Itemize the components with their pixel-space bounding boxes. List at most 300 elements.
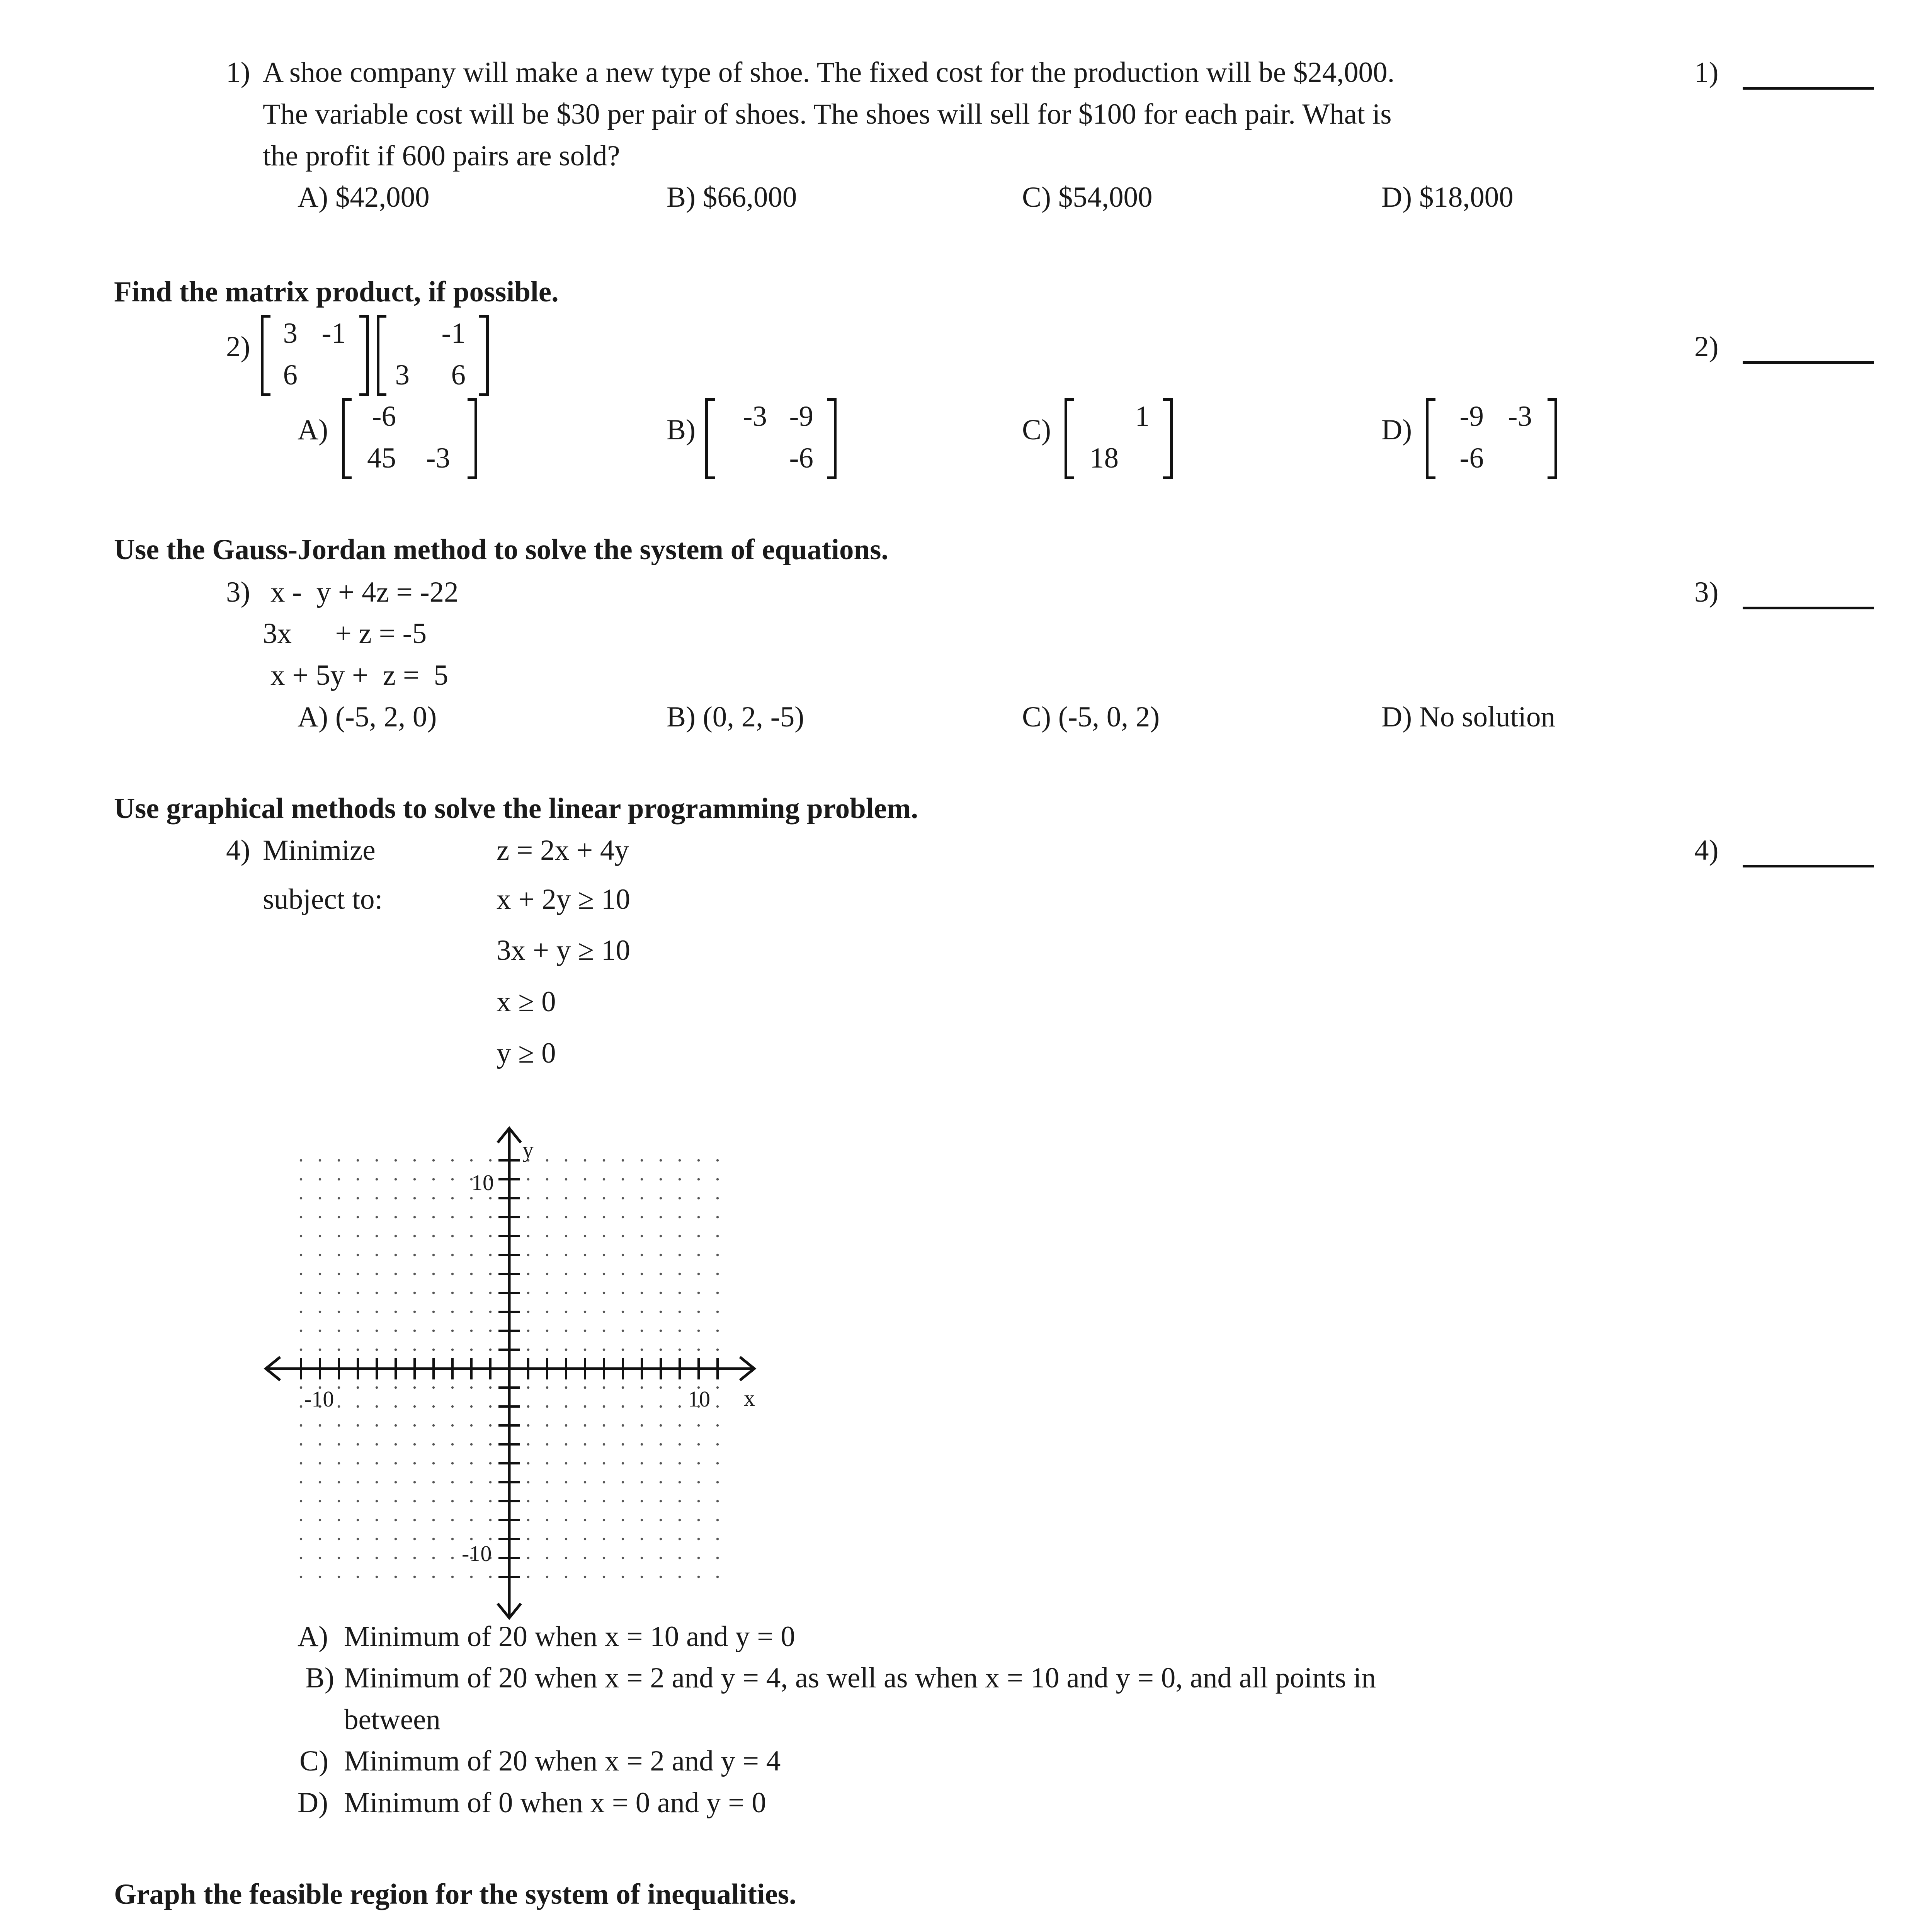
grid-dot [565, 1235, 567, 1237]
grid-dot [413, 1576, 416, 1578]
grid-dot [376, 1424, 378, 1427]
grid-dot [546, 1292, 548, 1294]
grid-dot [622, 1405, 624, 1408]
grid-dot [565, 1576, 567, 1578]
q4-constraint-2: 3x + y ≥ 10 [497, 934, 630, 966]
grid-dot [413, 1424, 416, 1427]
grid-dot [565, 1462, 567, 1464]
grid-dot [697, 1443, 700, 1446]
grid-dot [527, 1576, 529, 1578]
grid-dot [697, 1159, 700, 1162]
section-heading-gauss-jordan: Use the Gauss-Jordan method to solve the system of equations. [114, 534, 889, 566]
grid-dot [376, 1235, 378, 1237]
grid-dot [395, 1216, 397, 1218]
grid-dot [489, 1424, 492, 1427]
grid-dot [451, 1405, 454, 1408]
grid-dot [357, 1462, 359, 1464]
x-axis-label: x [744, 1386, 755, 1411]
grid-dot [395, 1273, 397, 1275]
q4-answer-number: 4) [1694, 834, 1719, 866]
grid-dot [413, 1159, 416, 1162]
grid-dot [489, 1273, 492, 1275]
q4-choice-b-text-line-2[interactable]: between [344, 1704, 440, 1736]
grid-dot [357, 1576, 359, 1578]
grid-dot [395, 1500, 397, 1502]
grid-dot [338, 1159, 340, 1162]
q3-choice-a[interactable]: A) (-5, 2, 0) [298, 701, 437, 733]
grid-dot [357, 1330, 359, 1332]
grid-dot [697, 1178, 700, 1180]
q2-choice-a-matrix[interactable]: -6 45 -3 [342, 398, 477, 479]
grid-dot [697, 1292, 700, 1294]
grid-dot [622, 1235, 624, 1237]
grid-dot [395, 1178, 397, 1180]
q3-choice-d[interactable]: D) No solution [1381, 701, 1556, 733]
grid-dot [338, 1273, 340, 1275]
grid-dot [300, 1443, 302, 1446]
grid-dot [489, 1386, 492, 1389]
grid-dot [395, 1538, 397, 1540]
grid-dot [357, 1519, 359, 1521]
grid-dot [489, 1216, 492, 1218]
grid-dot [622, 1557, 624, 1559]
grid-dot [376, 1216, 378, 1218]
grid-dot [527, 1519, 529, 1521]
grid-dot [451, 1311, 454, 1313]
grid-dot [603, 1386, 605, 1389]
grid-dot [622, 1538, 624, 1540]
grid-dot [357, 1405, 359, 1408]
grid-dot [300, 1330, 302, 1332]
grid-dot [451, 1216, 454, 1218]
q1-choice-a[interactable]: A) $42,000 [298, 181, 430, 213]
grid-dot [527, 1235, 529, 1237]
grid-dot [413, 1178, 416, 1180]
grid-dot [716, 1538, 719, 1540]
grid-dot [565, 1330, 567, 1332]
grid-dot [470, 1405, 473, 1408]
grid-dot [395, 1405, 397, 1408]
grid-dot [697, 1235, 700, 1237]
q2-answer-blank[interactable] [1743, 361, 1874, 364]
grid-dot [470, 1349, 473, 1351]
grid-dot [451, 1481, 454, 1483]
grid-dot [697, 1462, 700, 1464]
grid-dot [432, 1538, 435, 1540]
q2-choice-d-matrix[interactable]: -9 -3 -6 [1426, 398, 1557, 479]
grid-dot [319, 1349, 321, 1351]
q4-constraint-3: x ≥ 0 [497, 986, 556, 1018]
grid-dot [432, 1481, 435, 1483]
grid-dot [338, 1405, 340, 1408]
grid-dot [660, 1178, 662, 1180]
grid-dot [546, 1576, 548, 1578]
grid-dot [660, 1462, 662, 1464]
grid-dot [395, 1254, 397, 1256]
grid-dot [697, 1500, 700, 1502]
grid-dot [489, 1197, 492, 1199]
grid-dot [489, 1500, 492, 1502]
grid-dot [603, 1576, 605, 1578]
q4-choice-d-letter[interactable]: D) [298, 1787, 328, 1819]
grid-dot [357, 1424, 359, 1427]
grid-dot [622, 1349, 624, 1351]
grid-dot [565, 1557, 567, 1559]
grid-dot [716, 1311, 719, 1313]
grid-dot [527, 1197, 529, 1199]
grid-dot [319, 1254, 321, 1256]
grid-dot [622, 1216, 624, 1218]
grid-dot [679, 1254, 681, 1256]
grid-dot [300, 1538, 302, 1540]
grid-dot [546, 1273, 548, 1275]
grid-dot [338, 1500, 340, 1502]
grid-dot [584, 1443, 586, 1446]
q2-choice-c-matrix[interactable]: 1 18 [1065, 398, 1173, 479]
grid-dot [413, 1216, 416, 1218]
grid-dot [546, 1235, 548, 1237]
q1-choice-c[interactable]: C) $54,000 [1022, 181, 1153, 213]
grid-dot [603, 1197, 605, 1199]
grid-dot [489, 1481, 492, 1483]
grid-dot [470, 1311, 473, 1313]
grid-dot [376, 1311, 378, 1313]
grid-dot [338, 1178, 340, 1180]
grid-dot [432, 1235, 435, 1237]
q4-choice-d-text[interactable]: Minimum of 0 when x = 0 and y = 0 [344, 1787, 766, 1819]
grid-dot [432, 1443, 435, 1446]
grid-dot [413, 1273, 416, 1275]
grid-dot [679, 1216, 681, 1218]
grid-dot [357, 1216, 359, 1218]
grid-dot [584, 1330, 586, 1332]
grid-dot [376, 1197, 378, 1199]
grid-dot [546, 1330, 548, 1332]
q2-choice-b-matrix[interactable]: -3 -9 -6 [705, 398, 837, 479]
grid-dot [413, 1557, 416, 1559]
grid-dot [338, 1462, 340, 1464]
grid-dot [641, 1424, 643, 1427]
grid-dot [697, 1519, 700, 1521]
grid-dot [432, 1576, 435, 1578]
grid-dot [546, 1424, 548, 1427]
grid-dot [716, 1386, 719, 1389]
grid-dot [660, 1519, 662, 1521]
grid-dot [319, 1576, 321, 1578]
q2-answer-number: 2) [1694, 331, 1719, 363]
grid-dot [451, 1254, 454, 1256]
grid-dot [641, 1481, 643, 1483]
grid-dot [300, 1481, 302, 1483]
grid-dot [376, 1349, 378, 1351]
grid-dot [470, 1519, 473, 1521]
grid-dot [622, 1386, 624, 1389]
q1-answer-number: 1) [1694, 56, 1719, 88]
grid-dot [357, 1481, 359, 1483]
grid-dot [319, 1481, 321, 1483]
grid-dot [489, 1519, 492, 1521]
grid-dot [565, 1386, 567, 1389]
grid-dot [527, 1557, 529, 1559]
q4-subject-label: subject to: [263, 883, 383, 915]
q4-coordinate-grid[interactable] [240, 1113, 781, 1631]
grid-dot [413, 1386, 416, 1389]
grid-dot [603, 1159, 605, 1162]
grid-dot [489, 1538, 492, 1540]
q2-choice-b-letter[interactable]: B) [667, 414, 696, 446]
grid-dot [489, 1159, 492, 1162]
grid-dot [660, 1273, 662, 1275]
grid-dot [641, 1443, 643, 1446]
grid-dot [451, 1386, 454, 1389]
grid-dot [565, 1292, 567, 1294]
grid-dot [527, 1330, 529, 1332]
grid-dot [338, 1538, 340, 1540]
grid-dot [338, 1557, 340, 1559]
grid-dot [603, 1235, 605, 1237]
grid-dot [660, 1311, 662, 1313]
grid-dot [395, 1197, 397, 1199]
grid-dot [470, 1500, 473, 1502]
grid-dot [300, 1235, 302, 1237]
grid-dot [697, 1349, 700, 1351]
grid-dot [489, 1349, 492, 1351]
grid-dot [319, 1197, 321, 1199]
grid-dot [660, 1330, 662, 1332]
grid-dot [395, 1235, 397, 1237]
grid-dot [622, 1500, 624, 1502]
grid-dot [584, 1386, 586, 1389]
grid-dot [319, 1178, 321, 1180]
grid-dot [660, 1405, 662, 1408]
grid-dot [603, 1519, 605, 1521]
q2-choice-d-letter[interactable]: D) [1381, 414, 1412, 446]
q4-choice-b-letter[interactable]: B) [305, 1662, 334, 1694]
q4-choice-a-letter[interactable]: A) [298, 1621, 328, 1653]
grid-dot [679, 1557, 681, 1559]
grid-dot [357, 1349, 359, 1351]
grid-dot [338, 1443, 340, 1446]
grid-dot [413, 1330, 416, 1332]
grid-dot [432, 1330, 435, 1332]
grid-dot [546, 1216, 548, 1218]
grid-dot [451, 1424, 454, 1427]
grid-dot [357, 1311, 359, 1313]
grid-dot [451, 1519, 454, 1521]
grid-dot [660, 1538, 662, 1540]
q4-choice-b-text-line-1[interactable]: Minimum of 20 when x = 2 and y = 4, as well as when x = 10 and y = 0, and all points in [344, 1662, 1376, 1694]
q3-choice-b[interactable]: B) (0, 2, -5) [667, 701, 804, 733]
grid-dot [697, 1330, 700, 1332]
grid-dot [679, 1500, 681, 1502]
grid-dot [300, 1197, 302, 1199]
grid-dot [603, 1481, 605, 1483]
grid-dot [622, 1311, 624, 1313]
grid-dot [489, 1311, 492, 1313]
grid-dot [697, 1311, 700, 1313]
grid-dot [376, 1330, 378, 1332]
q1-text-line-1: A shoe company will make a new type of shoe. The fixed cost for the production will be $24,000. [263, 56, 1395, 88]
grid-dot [546, 1405, 548, 1408]
grid-dot [451, 1159, 454, 1162]
grid-dot [432, 1405, 435, 1408]
grid-dot [622, 1197, 624, 1199]
grid-dot [660, 1254, 662, 1256]
grid-dot [300, 1254, 302, 1256]
grid-dot [565, 1273, 567, 1275]
section-heading-linear-programming: Use graphical methods to solve the linear programming problem. [114, 793, 918, 825]
grid-dot [451, 1178, 454, 1180]
grid-dot [565, 1519, 567, 1521]
q1-choice-d[interactable]: D) $18,000 [1381, 181, 1514, 213]
grid-dot [622, 1330, 624, 1332]
grid-dot [357, 1500, 359, 1502]
grid-dot [546, 1386, 548, 1389]
grid-dot [357, 1273, 359, 1275]
q1-answer-blank[interactable] [1743, 87, 1874, 90]
q3-answer-number: 3) [1694, 576, 1719, 608]
grid-dot [622, 1159, 624, 1162]
grid-dot [300, 1500, 302, 1502]
grid-dot [679, 1576, 681, 1578]
grid-dot [300, 1159, 302, 1162]
grid-dot [451, 1443, 454, 1446]
grid-dot [413, 1443, 416, 1446]
grid-dot [716, 1254, 719, 1256]
grid-dot [357, 1197, 359, 1199]
grid-dot [679, 1481, 681, 1483]
grid-dot [679, 1386, 681, 1389]
grid-dot [584, 1519, 586, 1521]
grid-dot [716, 1481, 719, 1483]
grid-dot [546, 1481, 548, 1483]
grid-dot [527, 1481, 529, 1483]
grid-dot [603, 1292, 605, 1294]
grid-dot [376, 1500, 378, 1502]
grid-dot [641, 1500, 643, 1502]
grid-dot [679, 1235, 681, 1237]
grid-dot [584, 1273, 586, 1275]
q1-choice-b[interactable]: B) $66,000 [667, 181, 797, 213]
grid-dot [319, 1538, 321, 1540]
grid-dot [565, 1500, 567, 1502]
grid-dot [584, 1424, 586, 1427]
q4-answer-blank[interactable] [1743, 865, 1874, 867]
q3-equation-3: x + 5y + z = 5 [270, 659, 449, 691]
grid-dot [376, 1159, 378, 1162]
grid-dot [413, 1254, 416, 1256]
grid-dot [470, 1424, 473, 1427]
grid-dot [716, 1273, 719, 1275]
grid-dot [319, 1159, 321, 1162]
y-min-tick-label: -10 [462, 1541, 492, 1566]
grid-dot [395, 1292, 397, 1294]
grid-dot [697, 1576, 700, 1578]
grid-dot [300, 1557, 302, 1559]
grid-dot [641, 1178, 643, 1180]
grid-dot [319, 1330, 321, 1332]
grid-dot [584, 1197, 586, 1199]
x-min-tick-label: -10 [304, 1386, 334, 1412]
grid-dot [641, 1311, 643, 1313]
q2-left-matrix: 3 -1 6 [261, 315, 369, 396]
grid-dot [603, 1424, 605, 1427]
grid-dot [603, 1349, 605, 1351]
grid-dot [641, 1557, 643, 1559]
grid-dot [716, 1197, 719, 1199]
grid-dot [489, 1576, 492, 1578]
grid-dot [319, 1557, 321, 1559]
grid-dot [546, 1443, 548, 1446]
grid-dot [376, 1576, 378, 1578]
grid-dot [660, 1424, 662, 1427]
grid-dot [319, 1216, 321, 1218]
grid-dot [527, 1254, 529, 1256]
grid-dot [470, 1292, 473, 1294]
grid-dot [527, 1443, 529, 1446]
q4-constraint-4: y ≥ 0 [497, 1037, 556, 1069]
grid-dot [470, 1235, 473, 1237]
grid-dot [697, 1197, 700, 1199]
q1-text-line-2: The variable cost will be $30 per pair of shoes. The shoes will sell for $100 for each pair. What is [263, 98, 1392, 130]
grid-dot [432, 1424, 435, 1427]
grid-dot [660, 1197, 662, 1199]
grid-dot [357, 1538, 359, 1540]
grid-dot [565, 1159, 567, 1162]
grid-dot [660, 1159, 662, 1162]
q2-choice-c-letter[interactable]: C) [1022, 414, 1051, 446]
grid-dot [338, 1254, 340, 1256]
q3-choice-c[interactable]: C) (-5, 0, 2) [1022, 701, 1160, 733]
grid-dot [603, 1311, 605, 1313]
grid-dot [660, 1576, 662, 1578]
grid-dot [338, 1576, 340, 1578]
grid-dot [679, 1292, 681, 1294]
grid-dot [432, 1519, 435, 1521]
grid-dot [470, 1443, 473, 1446]
grid-dot [338, 1292, 340, 1294]
q4-choice-c-text[interactable]: Minimum of 20 when x = 2 and y = 4 [344, 1745, 781, 1777]
grid-dot [603, 1254, 605, 1256]
grid-dot [489, 1292, 492, 1294]
grid-dot [338, 1311, 340, 1313]
grid-dot [697, 1557, 700, 1559]
grid-dot [679, 1349, 681, 1351]
q3-answer-blank[interactable] [1743, 607, 1874, 609]
grid-dot [584, 1292, 586, 1294]
q4-choice-a-text[interactable]: Minimum of 20 when x = 10 and y = 0 [344, 1621, 795, 1653]
q2-choice-a-letter[interactable]: A) [298, 414, 328, 446]
grid-dot [679, 1311, 681, 1313]
q4-choice-c-letter[interactable]: C) [299, 1745, 328, 1777]
grid-dot [470, 1576, 473, 1578]
grid-dot [527, 1292, 529, 1294]
grid-dot [527, 1500, 529, 1502]
grid-dot [451, 1330, 454, 1332]
grid-dot [603, 1273, 605, 1275]
grid-dot [584, 1178, 586, 1180]
grid-dot [338, 1519, 340, 1521]
q4-minimize-label: Minimize [263, 834, 376, 866]
y-axis-label: y [522, 1137, 534, 1162]
grid-dot [338, 1330, 340, 1332]
grid-dot [395, 1424, 397, 1427]
grid-dot [470, 1462, 473, 1464]
grid-dot [697, 1424, 700, 1427]
grid-dot [451, 1273, 454, 1275]
grid-dot [376, 1538, 378, 1540]
grid-dot [300, 1424, 302, 1427]
